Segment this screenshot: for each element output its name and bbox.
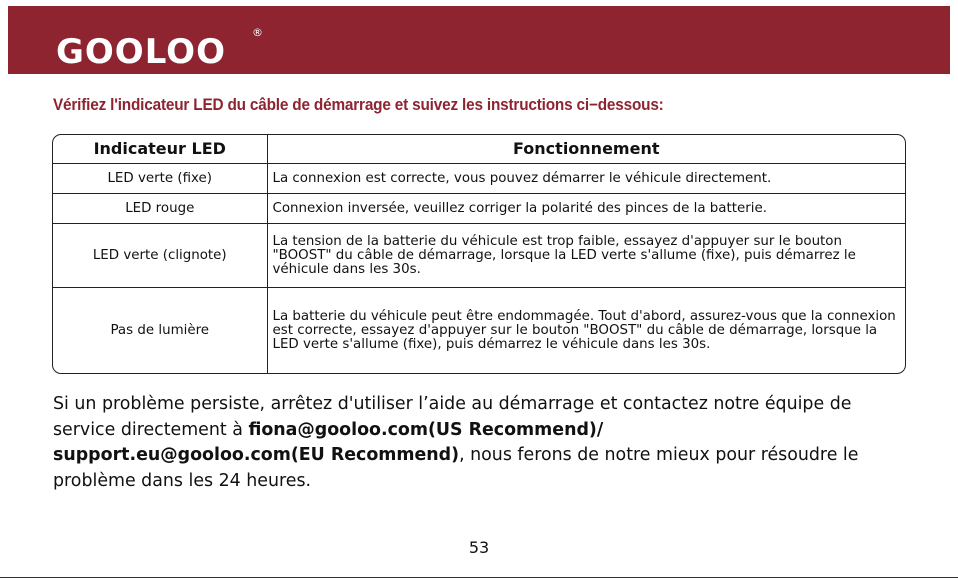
instruction-heading: Vérifiez l'indicateur LED du câble de démarrage et suivez les instructions ci−dessous:: [53, 96, 664, 114]
bottom-divider: [0, 577, 958, 578]
function-cell: La batterie du véhicule peut être endommagée. Tout d'abord, assurez-vous que la connexion est correcte, essayez d'appuyer sur le bouton "BOOST" du câble de démarrage, lorsque la LED verte s'allume (fixe), puis démarrez le véhicule dans les 30s.: [272, 308, 896, 352]
table-row: [53, 224, 905, 288]
email-eu-link[interactable]: support.eu@gooloo.com(EU Recommend): [53, 445, 460, 466]
led-cell: LED verte (fixe): [53, 164, 267, 194]
header-led: Indicateur LED: [53, 135, 267, 164]
support-text-part1: Si un problème persiste, arrêtez d'utiliser l’aide au démarrage et contactez notre équipe de service directement à: [53, 394, 852, 440]
table-row: [53, 288, 905, 374]
logo-text: GOOLOO: [56, 32, 226, 72]
table-row: [53, 164, 905, 194]
table-row: [53, 194, 905, 224]
page-number: 53: [468, 538, 490, 557]
led-cell: LED verte (clignote): [53, 224, 267, 288]
header-function: Fonctionnement: [267, 135, 905, 164]
header-band: [8, 6, 950, 74]
table-header-row: [53, 135, 905, 164]
led-cell: LED rouge: [53, 194, 267, 224]
registered-mark: ®: [252, 26, 263, 39]
gooloo-logo: [56, 26, 263, 72]
led-indicator-table: [52, 134, 906, 374]
function-cell: La tension de la batterie du véhicule est trop faible, essayez d'appuyer sur le bouton "BOOST" du câble de démarrage, lorsque la LED verte s'allume (fixe), puis démarrez le véhicule dans les 30s.: [267, 224, 905, 288]
support-text-part2: , nous ferons de notre mieux pour résoudre le problème dans les 24 heures.: [53, 445, 859, 491]
function-cell: La connexion est correcte, vous pouvez démarrer le véhicule directement.: [267, 164, 905, 194]
support-paragraph: [53, 392, 913, 494]
email-us-link[interactable]: fiona@gooloo.com(US Recommend)/: [248, 419, 604, 440]
function-cell: Connexion inversée, veuillez corriger la polarité des pinces de la batterie.: [267, 194, 905, 224]
led-cell: Pas de lumière: [53, 288, 267, 374]
